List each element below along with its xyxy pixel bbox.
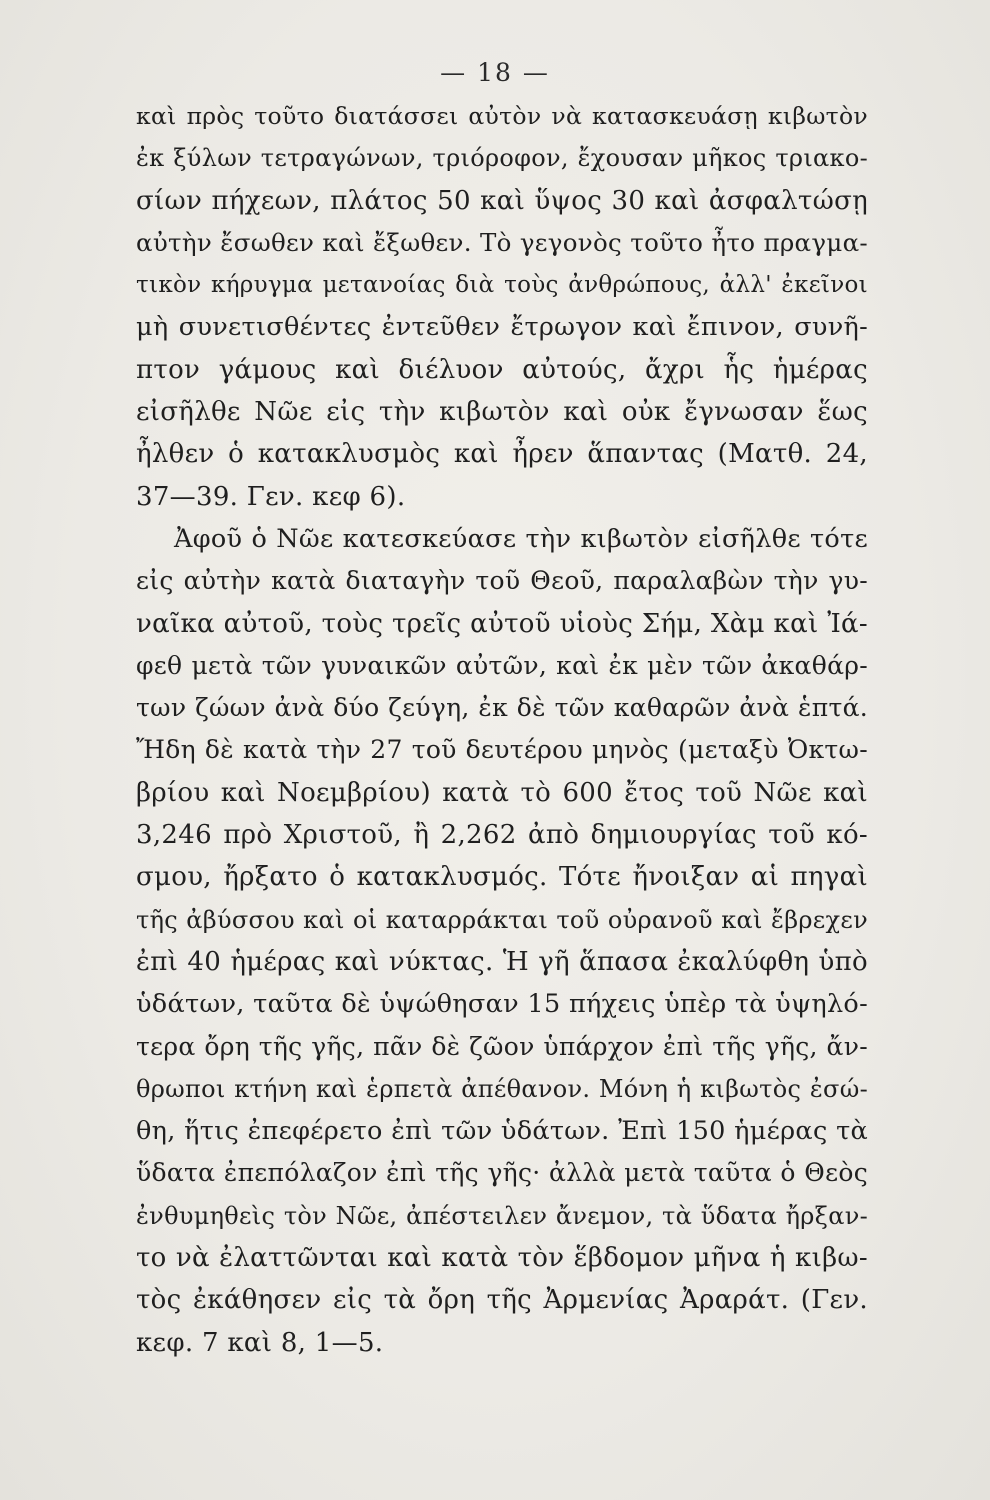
text-line: Ἤδη δὲ κατὰ τὴν 27 τοῦ δευτέρου μηνὸς (μεταξὺ Ὀκτω-: [136, 735, 868, 765]
text-line: ἐκ ξύλων τετραγώνων, τριόροφον, ἔχουσαν μῆκος τριακο-: [136, 144, 868, 173]
text-line: θη, ἥτις ἐπεφέρετο ἐπὶ τῶν ὑδάτων. Ἐπὶ 150 ἡμέρας τὰ: [136, 1116, 868, 1147]
text-line: θρωποι κτήνη καὶ ἑρπετὰ ἀπέθανον. Μόνη ἡ κιβωτὸς ἐσώ-: [136, 1074, 868, 1103]
text-line: ὕδατα ἐπεπόλαζον ἐπὶ τῆς γῆς· ἀλλὰ μετὰ ταῦτα ὁ Θεὸς: [136, 1158, 868, 1188]
text-line: ναῖκα αὐτοῦ, τοὺς τρεῖς αὐτοῦ υἱοὺς Σήμ, Χὰμ καὶ Ἰά-: [136, 608, 868, 639]
text-line: αὐτὴν ἔσωθεν καὶ ἔξωθεν. Τὸ γεγονὸς τοῦτο ἦτο πραγμα-: [136, 227, 868, 257]
text-line: τερα ὄρη τῆς γῆς, πᾶν δὲ ζῶον ὑπάρχον ἐπὶ τῆς γῆς, ἄν-: [136, 1031, 868, 1061]
text-line: των ζώων ἀνὰ δύο ζεύγη, ἐκ δὲ τῶν καθαρῶν ἀνὰ ἑπτά.: [136, 693, 868, 723]
text-line: το νὰ ἐλαττῶνται καὶ κατὰ τὸν ἕβδομον μῆνα ἡ κιβω-: [136, 1243, 868, 1274]
text-line: εἰσῆλθε Νῶε εἰς τὴν κιβωτὸν καὶ οὐκ ἔγνωσαν ἕως: [136, 397, 868, 428]
text-line: 3,246 πρὸ Χριστοῦ, ἢ 2,262 ἀπὸ δημιουργίας τοῦ κό-: [136, 820, 868, 851]
page-number: — 18 —: [440, 58, 550, 87]
text-line: ἦλθεν ὁ κατακλυσμὸς καὶ ἦρεν ἅπαντας (Ματθ. 24,: [136, 439, 868, 470]
text-line: 37—39. Γεν. κεφ 6).: [136, 481, 406, 512]
paragraph-start-line: Ἀφοῦ ὁ Νῶε κατεσκεύασε τὴν κιβωτὸν εἰσῆλθε τότε: [174, 523, 868, 554]
text-line: κεφ. 7 καὶ 8, 1—5.: [136, 1327, 384, 1358]
text-line: εἰς αὐτὴν κατὰ διαταγὴν τοῦ Θεοῦ, παραλαβὼν τὴν γυ-: [136, 566, 868, 596]
text-line: τὸς ἐκάθησεν εἰς τὰ ὄρη τῆς Ἀρμενίας Ἀραράτ. (Γεν.: [136, 1285, 868, 1316]
text-line: ἐνθυμηθεὶς τὸν Νῶε, ἀπέστειλεν ἄνεμον, τὰ ὕδατα ἤρξαν-: [136, 1201, 868, 1230]
text-line: πτον γάμους καὶ διέλυον αὐτούς, ἄχρι ἧς ἡμέρας: [136, 354, 868, 385]
text-line: τῆς ἀβύσσου καὶ οἱ καταρράκται τοῦ οὐρανοῦ καὶ ἔβρεχεν: [136, 905, 868, 934]
text-line: τικὸν κήρυγμα μετανοίας διὰ τοὺς ἀνθρώπους, ἀλλ' ἐκεῖνοι: [136, 272, 868, 299]
body-text: [136, 95, 868, 1364]
text-line: σίων πήχεων, πλάτος 50 καὶ ὕψος 30 καὶ ἀσφαλτώσῃ: [136, 185, 868, 216]
text-line: βρίου καὶ Νοεμβρίου) κατὰ τὸ 600 ἔτος τοῦ Νῶε καὶ: [136, 777, 868, 808]
text-line: σμου, ἤρξατο ὁ κατακλυσμός. Τότε ἤνοιξαν αἱ πηγαὶ: [136, 862, 868, 893]
text-line: μὴ συνετισθέντες ἐντεῦθεν ἔτρωγον καὶ ἔπινον, συνῆ-: [136, 312, 868, 343]
text-line: ὑδάτων, ταῦτα δὲ ὑψώθησαν 15 πήχεις ὑπὲρ τὰ ὑψηλό-: [136, 989, 868, 1020]
text-line: ἐπὶ 40 ἡμέρας καὶ νύκτας. Ἡ γῆ ἅπασα ἐκαλύφθη ὑπὸ: [136, 946, 868, 977]
text-line: καὶ πρὸς τοῦτο διατάσσει αὐτὸν νὰ κατασκευάσῃ κιβωτὸν: [136, 102, 868, 130]
text-line: φεθ μετὰ τῶν γυναικῶν αὐτῶν, καὶ ἐκ μὲν τῶν ἀκαθάρ-: [136, 650, 868, 680]
